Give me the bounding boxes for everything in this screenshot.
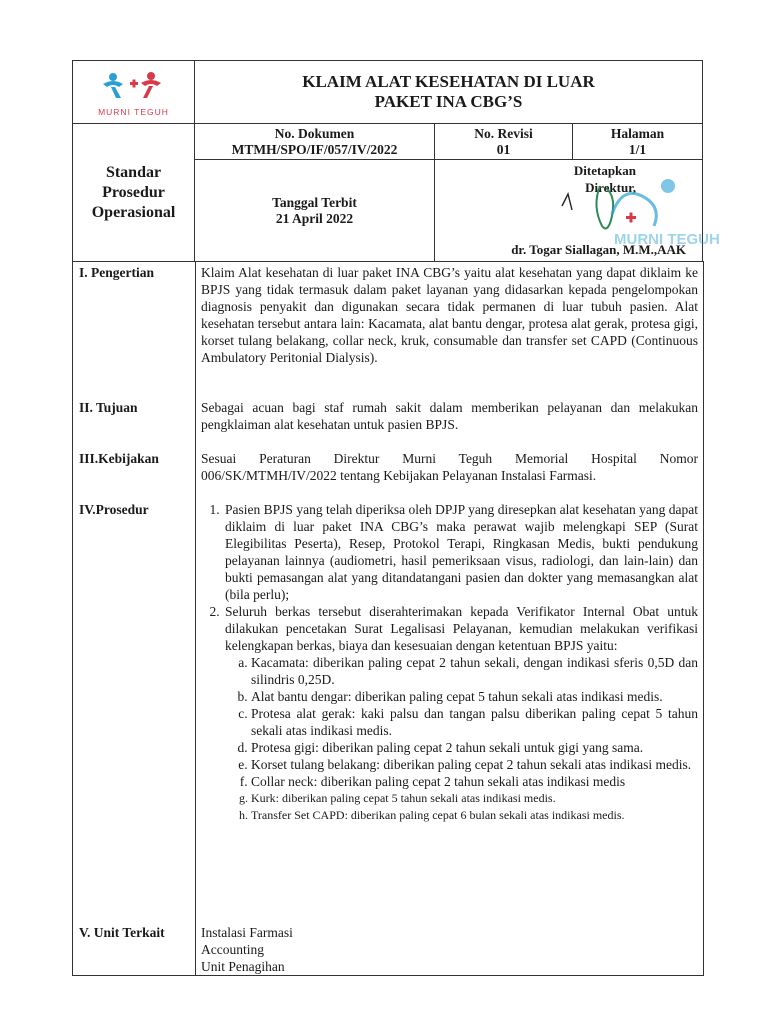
procedure-steps — [201, 501, 698, 824]
page-value: 1/1 — [628, 141, 647, 157]
procedure-step-text: Seluruh berkas tersebut diserahterimakan kepada Verifikator Internal Obat untuk dilakukan pencetakan Surat Legalisasi Pelayanan, kemudian melakukan verifikasi kelengkapan berkas, biaya dan kesesuaian dengan ketentuan BPJS yaitu: — [225, 604, 698, 653]
revision-cell — [435, 124, 573, 160]
document-title — [195, 61, 703, 124]
unit-item: Accounting — [201, 942, 264, 957]
section-text-pengertian: Klaim Alat kesehatan di luar paket INA CBG’s yaitu alat kesehatan yang dapat diklaim ke BPJS yang tidak termasuk dalam paket layanan yang didasarkan kepada pengelompokan diagnosis penyakit dan digunakan secara tidak permanen di luar tubuh pasien. Alat kesehatan tersebut antara lain: Kacamata, alat bantu dengar, protesa alat gerak, protesa gigi, korset tulang belakang, collar neck, kruk, consumable dan transfer set CAPD (Continuous Ambulatory Peritonial Dialysis). — [201, 265, 698, 365]
stamp-text: MURNI TEGUH — [614, 231, 720, 248]
procedure-sub-list — [225, 654, 698, 824]
unit-item: Unit Penagihan — [201, 959, 285, 974]
section-label-kebijakan: III.Kebijakan — [79, 451, 159, 466]
issue-date-label: Tanggal Terbit — [272, 194, 357, 210]
doc-number-cell — [195, 124, 435, 160]
doc-number-label: No. Dokumen — [274, 125, 355, 141]
page-label: Halaman — [610, 125, 665, 141]
sub-item: c. Protesa alat gerak: kaki palsu dan tangan palsu diberikan paling cepat 5 tahun sekali atas indikasi medis. — [251, 705, 698, 739]
sub-item: b. Alat bantu dengar: diberikan paling cepat 5 tahun sekali atas indikasi medis. — [251, 688, 698, 705]
sub-item: d. Protesa gigi: diberikan paling cepat 2 tahun sekali untuk gigi yang sama. — [251, 739, 698, 756]
procedure-step: 1. Pasien BPJS yang telah diperiksa oleh DPJP yang diresepkan alat kesehatan yang dapat diklaim di luar paket INA CBG’s maka perawat wajib melengkapi SEP (Surat Elegibilitas Peserta), Resep, Protokol Terapi, Ringkasan Medis, bukti pendukung pelayanan lainnya (audiometri, hasil pemeriksaan visus, radiologi, dan lain-lain) dan bukti pemasangan alat yang ditandatangani pasien dan dokter yang memasangkan alat (bila perlu); — [223, 501, 698, 603]
sop-label-cell — [73, 124, 195, 262]
section-label-tujuan: II. Tujuan — [79, 400, 138, 415]
revision-value: 01 — [496, 141, 511, 157]
sop-line-2: Prosedur — [102, 183, 165, 201]
revision-label: No. Revisi — [474, 125, 533, 141]
issue-date-value: 21 April 2022 — [275, 210, 354, 226]
title-line-2: PAKET INA CBG’S — [374, 92, 523, 111]
title-line-1: KLAIM ALAT KESEHATAN DI LUAR — [302, 72, 595, 91]
document-body — [72, 261, 704, 976]
section-label-pengertian: I. Pengertian — [79, 265, 154, 280]
sop-line-3: Operasional — [91, 203, 176, 221]
sub-item: e. Korset tulang belakang: diberikan paling cepat 2 tahun sekali atas indikasi medis. — [251, 756, 698, 773]
logo-text: MURNI TEGUH — [98, 106, 169, 117]
sop-line-1: Standar — [105, 163, 162, 181]
unit-item: Instalasi Farmasi — [201, 925, 293, 940]
issue-date-cell — [195, 160, 435, 262]
sop-document — [72, 60, 720, 975]
hospital-logo — [73, 61, 195, 124]
signature-stamp-icon — [542, 166, 720, 248]
doc-number-value: MTMH/SPO/IF/057/IV/2022 — [231, 141, 398, 157]
section-label-unit: V. Unit Terkait — [79, 925, 165, 940]
sub-item: a. Kacamata: diberikan paling cepat 2 tahun sekali, dengan indikasi sferis 0,5D dan silindris 0,25D. — [251, 654, 698, 688]
approval-cell — [435, 160, 720, 262]
signer-name: dr. Togar Siallagan, M.M.,AAK — [511, 242, 687, 257]
logo-figures-icon — [99, 68, 169, 100]
section-label-prosedur: IV.Prosedur — [79, 502, 149, 517]
document-header — [72, 60, 720, 262]
sub-item: h. Transfer Set CAPD: diberikan paling cepat 6 bulan sekali atas indikasi medis. — [251, 807, 698, 824]
procedure-step — [223, 603, 698, 824]
sub-item: f. Collar neck: diberikan paling cepat 2 tahun sekali atas indikasi medis — [251, 773, 698, 790]
section-text-kebijakan: Sesuai Peraturan Direktur Murni Teguh Memorial Hospital Nomor 006/SK/MTMH/IV/2022 tentang Kebijakan Pelayanan Instalasi Farmasi. — [201, 451, 698, 483]
section-text-prosedur — [201, 501, 698, 824]
approval-line-1: Ditetapkan — [573, 163, 637, 178]
approval-line-2: Direktur, — [585, 180, 637, 195]
section-text-unit — [201, 924, 698, 975]
sub-item: g. Kurk: diberikan paling cepat 5 tahun sekali atas indikasi medis. — [251, 790, 698, 807]
section-text-tujuan: Sebagai acuan bagi staf rumah sakit dalam memberikan pelayanan dan melakukan pengklaiman alat kesehatan untuk pasien BPJS. — [201, 400, 698, 432]
page-cell — [573, 124, 703, 160]
column-divider — [195, 261, 196, 975]
